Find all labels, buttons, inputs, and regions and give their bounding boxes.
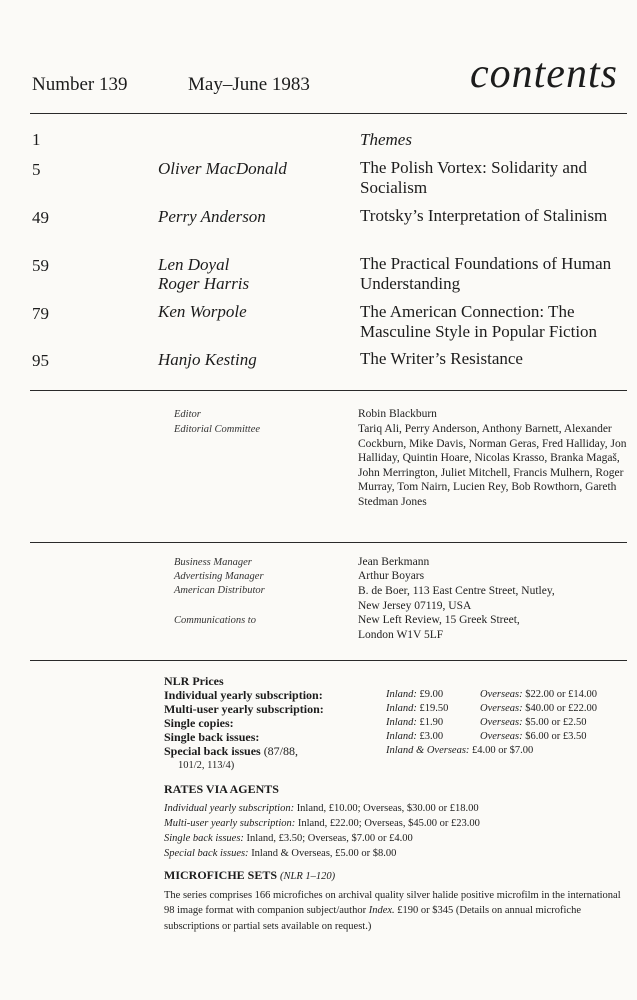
price-inland: Inland: £3.00 [386, 731, 444, 742]
toc-author: Oliver MacDonald [158, 159, 287, 178]
editorial-committee-names: Tariq Ali, Perry Anderson, Anthony Barnett, Alexander Cockburn, Mike Davis, Norman Geras, Fred Halliday, Jon Halliday, Quintin Hoare, Nicolas Krasso, Branka Magaš, John Merrington, Juliet Mitchell, Francis Mulhern, Roger Murray, Tom Nairn, Lucien Rey, Bob Rowthorn, Gareth Stedman Jones [358, 423, 627, 508]
communications-label: Communications to [174, 615, 256, 626]
issue-number: Number 139 [32, 74, 128, 95]
toc-article-title[interactable]: Trotsky’s Interpretation of Stalinism [360, 206, 608, 225]
american-distributor-address [358, 584, 633, 613]
toc-article-title[interactable]: The Writer’s Resistance [360, 349, 523, 368]
price-inland: Inland: £9.00 [386, 689, 444, 700]
price-overseas: Overseas: $5.00 or £2.50 [480, 717, 587, 728]
editorial-divider [30, 542, 627, 543]
toc-page-number: 79 [32, 304, 49, 323]
prices-heading: NLR Prices [164, 674, 224, 688]
price-label: Individual yearly subscription: [164, 688, 323, 702]
price-inland: Inland: £1.90 [386, 717, 444, 728]
distributor-address-line: New Jersey 07119, USA [358, 599, 472, 612]
special-back-issue-numbers: 101/2, 113/4) [178, 760, 235, 771]
toc-author: Perry Anderson [158, 207, 266, 226]
communications-address-line: New Left Review, 15 Greek Street, [358, 614, 520, 626]
american-distributor-label: American Distributor [174, 585, 265, 596]
distributor-address-line: B. de Boer, 113 East Centre Street, Nutley, [358, 585, 555, 597]
editor-name: Robin Blackburn [358, 408, 437, 420]
microfiche-description: The series comprises 166 microfiches on archival quality silver halide positive microfilm in the international 98 image format with companion subject/author Index. £190 or $345 (Details on annual microfiche subscriptions or partial sets available on request.) [164, 890, 621, 932]
toc-article-title[interactable]: The Practical Foundations of Human Understanding [360, 254, 612, 293]
price-label: Multi-user yearly subscription: [164, 702, 324, 716]
special-back-issues-label: Special back issues (87/88, [164, 744, 299, 758]
price-label: Single copies: [164, 716, 234, 730]
editorial-committee-label: Editorial Committee [174, 424, 261, 435]
toc-author: Len Doyal [158, 255, 230, 274]
editor-label: Editor [174, 409, 201, 420]
toc-author: Ken Worpole [158, 302, 247, 321]
toc-page-number: 1 [32, 130, 41, 149]
business-manager-label: Business Manager [174, 557, 252, 568]
toc-divider [30, 390, 627, 391]
advertising-manager-name: Arthur Boyars [358, 570, 425, 582]
issue-date: May–June 1983 [188, 74, 310, 95]
communications-address [358, 613, 633, 642]
agents-heading: RATES VIA AGENTS [164, 782, 279, 796]
price-inland: Inland: £19.50 [386, 703, 449, 714]
toc-page-number: 95 [32, 351, 49, 370]
price-overseas: Overseas: $6.00 or £3.50 [480, 731, 587, 742]
agent-rate: Individual yearly subscription: Inland, £10.00; Overseas, $30.00 or £18.00 [164, 803, 479, 814]
toc-page-number: 49 [32, 208, 49, 227]
microfiche-heading: MICROFICHE SETS (NLR 1–120) [164, 868, 336, 882]
toc-article-title[interactable]: The Polish Vortex: Solidarity and Socialism [360, 158, 587, 197]
contents-heading: contents [470, 51, 618, 97]
business-divider [30, 660, 627, 661]
price-label: Single back issues: [164, 730, 260, 744]
toc-page-number: 59 [32, 256, 49, 275]
communications-address-line: London W1V 5LF [358, 628, 444, 641]
agent-rate: Multi-user yearly subscription: Inland, £22.00; Overseas, $45.00 or £23.00 [164, 818, 480, 829]
toc-page-number: 5 [32, 160, 41, 179]
header-divider [30, 113, 627, 114]
toc-title-themes[interactable]: Themes [360, 130, 412, 149]
agent-rate: Special back issues: Inland & Overseas, £5.00 or $8.00 [164, 848, 397, 859]
business-manager-name: Jean Berkmann [358, 556, 430, 568]
toc-author-second: Roger Harris [158, 274, 250, 293]
price-overseas: Overseas: $40.00 or £22.00 [480, 703, 597, 714]
toc-article-title[interactable]: The American Connection: The Masculine Style in Popular Fiction [360, 302, 598, 341]
advertising-manager-label: Advertising Manager [174, 571, 264, 582]
agent-rate: Single back issues: Inland, £3.50; Overseas, $7.00 or £4.00 [164, 833, 413, 844]
price-overseas: Overseas: $22.00 or £14.00 [480, 689, 597, 700]
special-back-issues-price: Inland & Overseas: £4.00 or $7.00 [386, 745, 534, 756]
toc-author: Hanjo Kesting [158, 350, 257, 369]
